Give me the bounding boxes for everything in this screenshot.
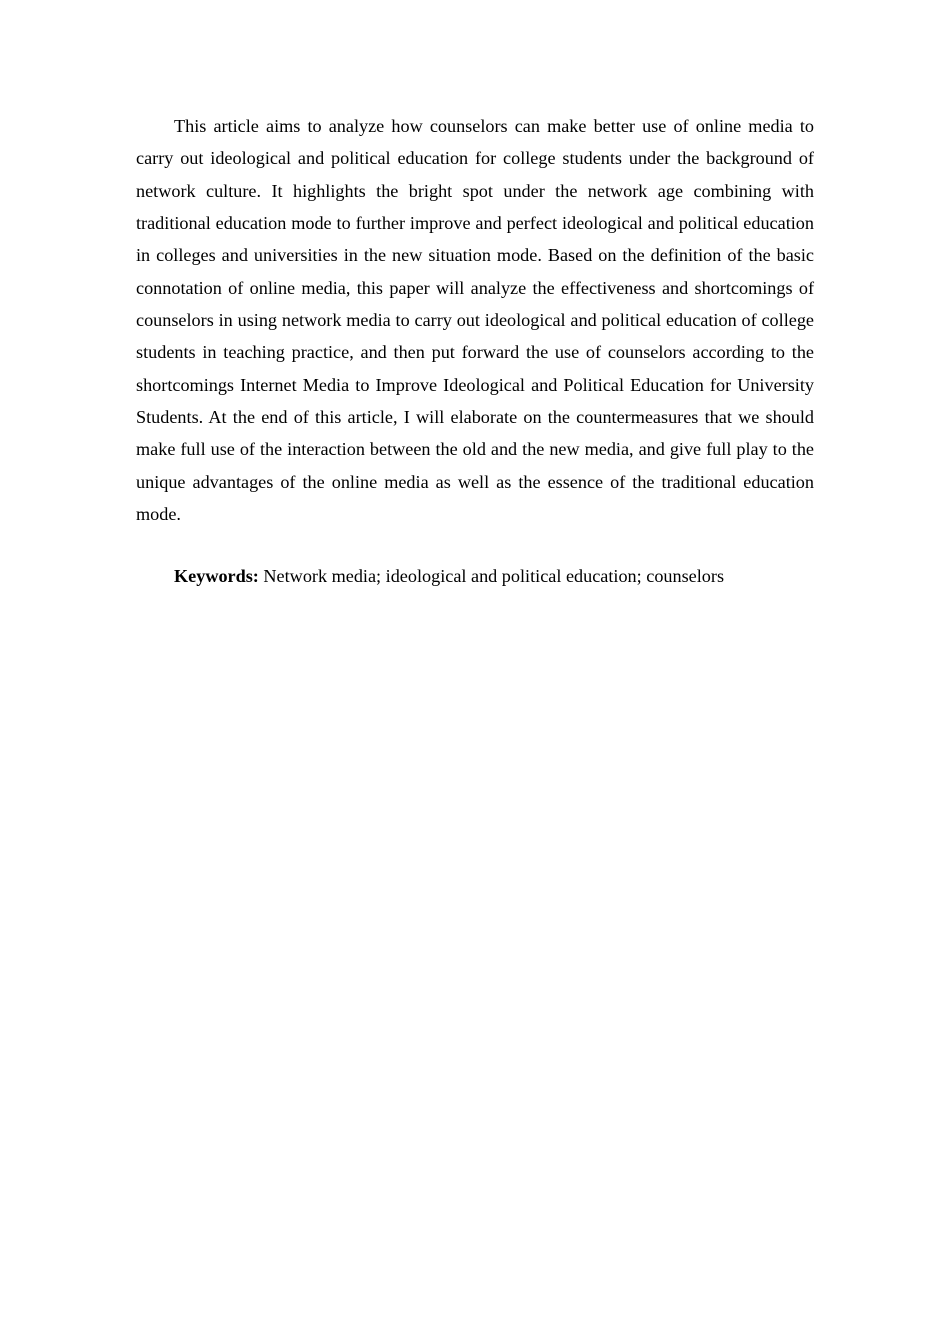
keywords-label: Keywords:	[174, 566, 259, 587]
page-content	[136, 110, 814, 593]
abstract-paragraph: This article aims to analyze how counselors can make better use of online media to carry out ideological and political education for college students under the background of network culture. It highlights the bright spot under the network age combining with traditional education mode to further improve and perfect ideological and political education in colleges and universities in the new situation mode. Based on the definition of the basic connotation of online media, this paper will analyze the effectiveness and shortcomings of counselors in using network media to carry out ideological and political education of college students in teaching practice, and then put forward the use of counselors according to the shortcomings Internet Media to Improve Ideological and Political Education for University Students. At the end of this article, I will elaborate on the countermeasures that we should make full use of the interaction between the old and the new media, and give full play to the unique advantages of the online media as well as the essence of the traditional education mode.	[136, 116, 814, 525]
keywords-text: Network media; ideological and political education; counselors	[263, 566, 725, 587]
keywords-paragraph	[136, 560, 814, 592]
